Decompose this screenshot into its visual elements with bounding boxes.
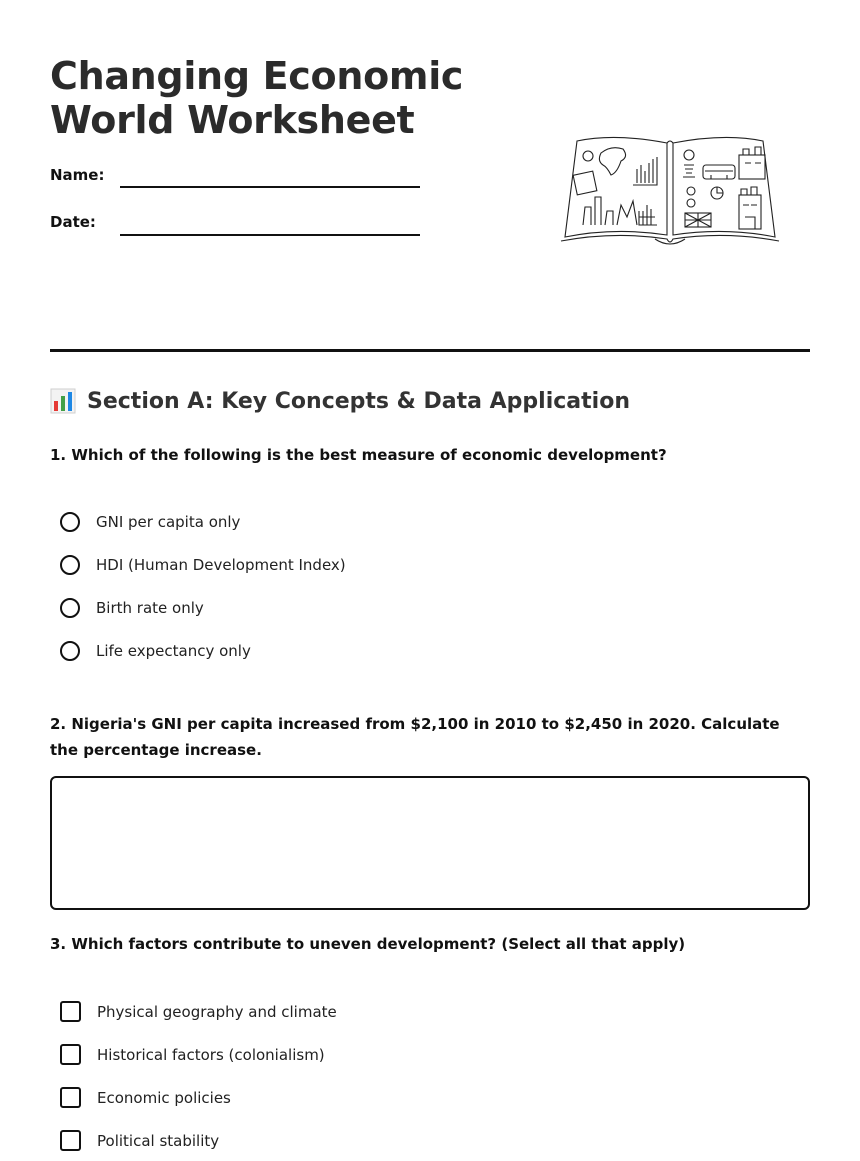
- q3-option-4-label: Political stability: [97, 1131, 220, 1150]
- section-a-title: Section A: Key Concepts & Data Application: [87, 388, 630, 414]
- name-field[interactable]: [120, 186, 420, 188]
- q3-option-1-label: Physical geography and climate: [97, 1002, 337, 1021]
- q1-option-2[interactable]: [60, 555, 346, 575]
- date-field[interactable]: [120, 234, 420, 236]
- q3-option-3[interactable]: [60, 1087, 231, 1108]
- open-book-with-economic-sketches-icon: [555, 125, 785, 250]
- q1-option-2-label: HDI (Human Development Index): [96, 556, 346, 574]
- q3-option-3-label: Economic policies: [97, 1088, 231, 1107]
- section-divider: [50, 349, 810, 352]
- bar-chart-icon: [50, 388, 76, 414]
- radio-button[interactable]: [60, 641, 80, 661]
- radio-button[interactable]: [60, 598, 80, 618]
- worksheet-title: Changing Economic World Worksheet: [50, 54, 464, 142]
- q1-option-4-label: Life expectancy only: [96, 642, 251, 660]
- q1-option-4[interactable]: [60, 641, 251, 661]
- q3-option-2[interactable]: [60, 1044, 325, 1065]
- name-label: Name:: [50, 166, 105, 184]
- checkbox[interactable]: [60, 1001, 81, 1022]
- date-label: Date:: [50, 213, 96, 231]
- question-1-text: 1. Which of the following is the best measure of economic development?: [50, 446, 667, 464]
- question-2-answer-box[interactable]: [50, 776, 810, 910]
- q1-option-3[interactable]: [60, 598, 204, 618]
- q3-option-2-label: Historical factors (colonialism): [97, 1045, 325, 1064]
- q3-option-1[interactable]: [60, 1001, 337, 1022]
- q3-option-4[interactable]: [60, 1130, 219, 1151]
- checkbox[interactable]: [60, 1087, 81, 1108]
- q1-option-3-label: Birth rate only: [96, 599, 204, 617]
- q1-option-1-label: GNI per capita only: [96, 513, 241, 531]
- radio-button[interactable]: [60, 512, 80, 532]
- question-2-text: 2. Nigeria's GNI per capita increased from $2,100 in 2010 to $2,450 in 2020. Calculate the percentage increase.: [50, 715, 780, 759]
- q1-option-1[interactable]: [60, 512, 240, 532]
- question-3-text: 3. Which factors contribute to uneven development? (Select all that apply): [50, 935, 686, 953]
- radio-button[interactable]: [60, 555, 80, 575]
- checkbox[interactable]: [60, 1130, 81, 1151]
- checkbox[interactable]: [60, 1044, 81, 1065]
- section-a-heading: [50, 388, 630, 414]
